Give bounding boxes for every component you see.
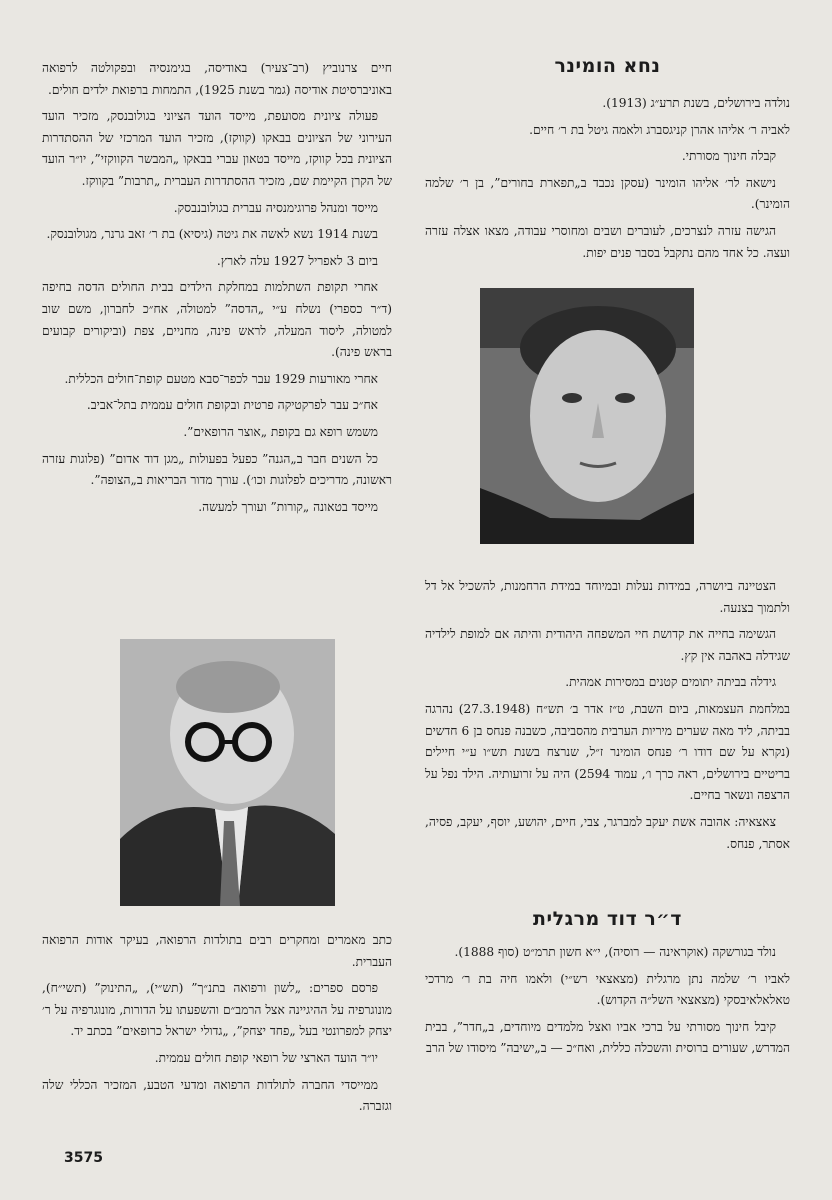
paragraph: אח״כ עבר לפרקטיקה פרטית ובקופת חולים עממית בתל־אביב. [86, 398, 378, 413]
paragraph: הגישה עזרה לנצרכים, לעוברים ושבים ומחוסרי עבודה, מצאו אצלה עזרה ועצה. כל אחד מהם נתקבל בסבר פנים יפות. [425, 223, 790, 260]
paragraph: ממייסדי החברה לתולדות הרפואה ומדעי הטבע, המזכיר הכללי שלה וגזברה. [42, 1077, 392, 1114]
paragraph: כל השנים חבר ב„הגנה” כפעל בפעולות „מגן דוד אדום” (פלוגות עזרה ראשונה, מדריכים לפלוגות וכו׳). עורך מדור הבריאות ב„הצופה”. [42, 451, 392, 488]
paragraph: כתב מאמרים ומחקרים רבים בתולדות הרפואה, בעיקר אודות הרפואה העברית. [42, 933, 392, 969]
section-heading-naha-hominer: נחא הומינר [554, 55, 661, 77]
left-column-text-lower [42, 930, 392, 1123]
portrait-photo-naha-hominer [480, 288, 694, 544]
paragraph: במלחמת העצמאות, ביום השבת, ט״ז אדר ב׳ תש״ח (27.3.1948) נהרגה בביתה, ליד מאה שערים מיריות הערבית מהסביבה, כשבנה פנחס בן 6 חדשים (נקרא על שם דודו ר׳ פנחס הומינר ז״ל, שנרצח בשנת תש״ו ע״י חיילים בריטיים בירושלים, ראה כרך ו׳, עמוד 2594) היה על זרועותיה. הילד נפל על הרצפה ונשאר בחיים. [425, 701, 791, 803]
paragraph: ביום 3 לאפריל 1927 עלה לארץ. [216, 253, 378, 268]
paragraph: לאביו ר׳ שלמה נתן מרגלית (מצאצאי רש״י) ולאמו חיה בת ר׳ מרדכי טאלאלאיבסקי (מצאצאי השל״ה הקדוש). [425, 971, 790, 1008]
right-column-text [425, 93, 790, 269]
paragraph: נישאה לר׳ אליהו הומינר (עסקן נכבד ב„תפארת בחורים”, בן ר׳ שלמה הומינר). [425, 175, 790, 212]
paragraph: לאביה ר׳ אליהו אהרן קניגסברג ולאמה גיטל בת ר׳ חיים. [529, 122, 790, 137]
paragraph: גידלה בביתה יתומים קטנים במסירות אמהית. [565, 675, 776, 690]
paragraph: הגשימה בחייה את קדושת חיי המשפחה היהודית והיתה אם למופת לילדיה שגידלה באהבה אין קץ. [425, 627, 790, 663]
left-column-text [42, 58, 392, 523]
right-column-text-bottom [425, 942, 790, 1065]
paragraph: קבלה חינוך מסורתי. [681, 149, 776, 164]
paragraph: אחרי מאורעות 1929 עבר לכפר־סבא מטעם קופת־חולים הכללית. [64, 371, 378, 386]
portrait-photo-david-margalit [120, 639, 335, 906]
paragraph: חיים צרנוביץ (רב־צעיר) באודיסה, בגימנסיה ובפקולטה לרפואה באוניברסיטת אודיסה (גמר בשנת 1925), התמחות ברפואת ילדים חולים. [42, 61, 392, 97]
paragraph: מייסד בטאונה „קורות” ועורך למעשה. [198, 499, 378, 514]
paragraph: הצטיינה ביושרה, במידות נעלות ובמיוחד במידת הרחמנות, להשכיל אל דל ולתמוך בצנעה. [425, 579, 790, 615]
paragraph: בשנת 1914 נשא לאשה את גיטה (גיסיא) בת ר׳ זאב גרנר, מגולובנסק. [46, 227, 378, 242]
paragraph: נולד בגורשקה (אוקראינה — רוסיה), י״א חשון תרמ״ט (סוף 1888). [454, 945, 776, 959]
paragraph: יו״ר הועד הארצי של רופאי קופת חולים עממית. [154, 1050, 378, 1065]
paragraph: נולדה בירושלים, בשנת תרע״ג (1913). [602, 96, 790, 110]
paragraph: קיבל חינוך מסורתי על ברכי אביו ואצל מלמדים מיוחדים, ב„חדר”, בבית המדרש, שעורים ברוסית והשכלה כללית, ואח״כ — ב„ישיבה” מיסודו של הרב [425, 1019, 790, 1056]
paragraph: משמש רופא גם בקופת „אוצר הרופאים”. [183, 424, 378, 439]
paragraph: פרסם ספרים: „לשון ורפואה בתנ״ך” (תש״י), „התינוק” (תשי״ח), מונוגרפיה על ההיגיינה אצל הרמב״ם והשפעתו על הדורות, מונוגרפיה על ר׳ יצחק למפרונטי בעל „פחד יצחק”, „גדולי ישראל כרופאים” בכתב יד. [42, 981, 392, 1039]
paragraph: צאצאיה: אהובה אשת יעקב למברגר, צבי, חיים, יהושע, יוסף, יעקב, פסיה, אסתר, פנחס. [425, 814, 790, 851]
paragraph: מייסד ומנהל פרוגימנסיה עברית בגולובנבסק. [173, 200, 378, 215]
page-number: 3575 [64, 1150, 103, 1166]
paragraph: פעולה ציונית מסועפת, מייסד הועד הציוני בגולובנסק, מזכיר הועד העירוני של הציונים בבאקו (קווקז), מזכיר הועד המרכזי של ההסתדרות הציונית בכל קווקז, מייסד בטאון עברי בבאקו „המבשר הקווקזי”, יו״ר הועד של הקרן הקיימת שם, מזכיר ההסתדרות העברית „תרבות” בקווקז. [42, 109, 392, 188]
section-heading-david-margalit: ד״ר דוד מרגלית [533, 908, 682, 930]
right-column-text-lower [425, 576, 790, 860]
paragraph: אחרי תקופת השתלמות במחלקת הילדים בבית החולים הדסה בחיפה (ד״ר כספרי) נשלח ע״י „הדסה” למטולה, אח״כ לחברון, משם שוב למטולה, ליסוד המעלה, לראש פינה, מחניים, צפת (וביקורים קבועים בראש פינה). [42, 280, 392, 360]
